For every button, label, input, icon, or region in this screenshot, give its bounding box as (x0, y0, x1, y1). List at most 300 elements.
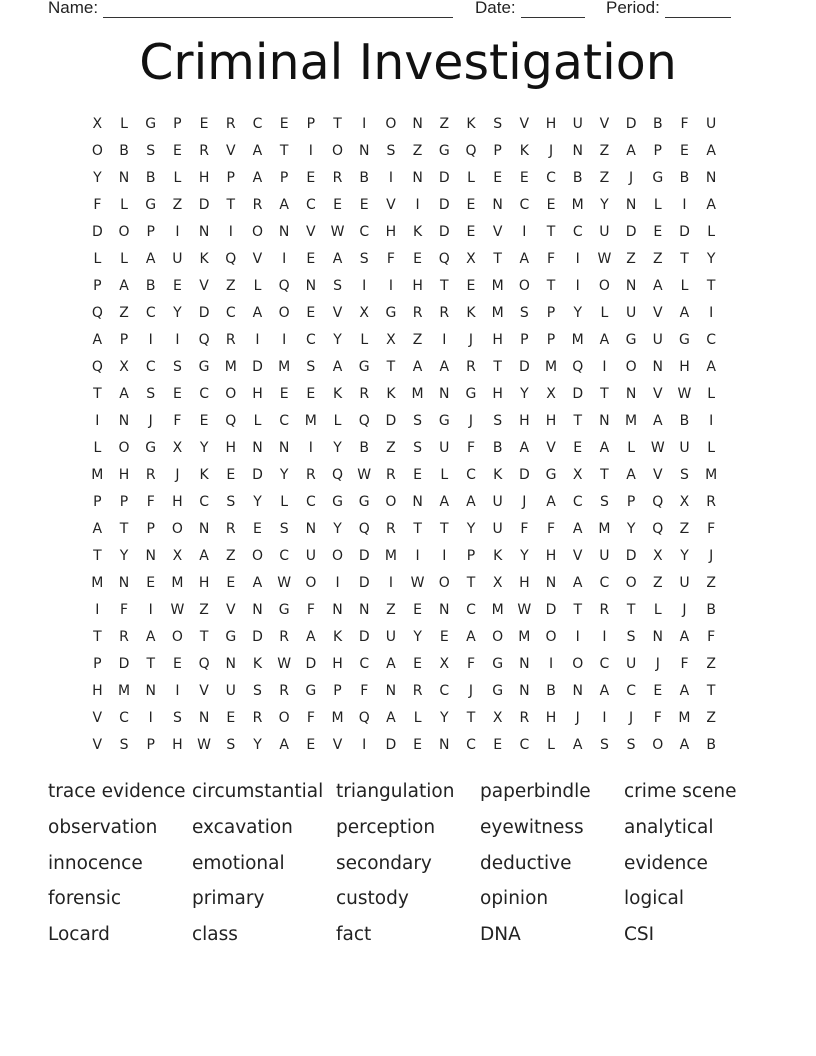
grid-letter[interactable]: I (575, 251, 580, 267)
grid-letter[interactable]: A (466, 629, 476, 645)
grid-letter[interactable]: E (519, 170, 529, 186)
grid-letter[interactable]: K (466, 116, 476, 132)
grid-letter[interactable]: X (492, 575, 503, 591)
grid-letter[interactable]: B (652, 116, 663, 132)
grid-letter[interactable]: Q (652, 521, 664, 537)
grid-letter[interactable]: C (519, 197, 530, 213)
grid-letter[interactable]: T (680, 251, 689, 267)
grid-letter[interactable]: I (575, 278, 580, 294)
grid-letter[interactable]: I (682, 197, 687, 213)
grid-letter[interactable]: G (358, 494, 370, 510)
grid-letter[interactable]: R (199, 143, 209, 159)
grid-letter[interactable]: R (279, 629, 290, 645)
grid-letter[interactable]: V (546, 440, 556, 456)
grid-letter[interactable]: B (145, 278, 156, 294)
grid-letter[interactable]: R (225, 521, 236, 537)
grid-letter[interactable]: M (705, 467, 718, 483)
grid-letter[interactable]: H (332, 656, 343, 672)
grid-letter[interactable]: L (653, 197, 662, 213)
grid-letter[interactable]: N (599, 413, 610, 429)
grid-letter[interactable]: D (625, 116, 637, 132)
grid-letter[interactable]: L (707, 224, 716, 240)
grid-letter[interactable]: F (173, 413, 182, 429)
grid-letter[interactable]: B (679, 413, 690, 429)
grid-letter[interactable]: L (627, 440, 635, 456)
grid-letter[interactable]: A (706, 197, 716, 213)
grid-letter[interactable]: Y (413, 629, 422, 645)
grid-letter[interactable]: Y (333, 521, 342, 537)
grid-letter[interactable]: G (438, 413, 450, 429)
grid-letter[interactable]: J (548, 143, 554, 159)
grid-letter[interactable]: N (198, 521, 210, 537)
grid-letter[interactable]: O (438, 575, 450, 591)
grid-letter[interactable]: P (93, 656, 102, 672)
grid-letter[interactable]: E (306, 305, 316, 321)
grid-letter[interactable]: A (279, 737, 289, 753)
grid-letter[interactable]: O (385, 494, 397, 510)
grid-letter[interactable]: B (145, 170, 156, 186)
grid-letter[interactable]: G (145, 440, 157, 456)
grid-letter[interactable]: Y (626, 521, 636, 537)
grid-letter[interactable]: V (652, 305, 663, 321)
grid-letter[interactable]: I (308, 143, 313, 159)
grid-letter[interactable]: Y (333, 332, 342, 348)
grid-letter[interactable]: C (305, 332, 316, 348)
grid-letter[interactable]: C (225, 305, 236, 321)
grid-letter[interactable]: S (146, 143, 156, 159)
grid-letter[interactable]: P (93, 494, 102, 510)
grid-letter[interactable]: A (679, 737, 690, 753)
grid-letter[interactable]: S (386, 143, 396, 159)
grid-letter[interactable]: E (413, 602, 423, 618)
grid-letter[interactable]: I (362, 278, 367, 294)
grid-letter[interactable]: G (305, 683, 317, 699)
grid-letter[interactable]: Z (172, 197, 183, 213)
grid-letter[interactable]: S (279, 521, 289, 537)
grid-letter[interactable]: L (413, 710, 422, 726)
grid-letter[interactable]: M (571, 197, 584, 213)
grid-letter[interactable]: C (626, 683, 636, 699)
grid-letter[interactable]: K (199, 251, 209, 267)
grid-letter[interactable]: T (573, 602, 582, 618)
grid-letter[interactable]: Q (225, 413, 237, 429)
grid-letter[interactable]: E (279, 116, 289, 132)
grid-letter[interactable]: E (359, 197, 369, 213)
grid-letter[interactable]: I (255, 332, 260, 348)
grid-letter[interactable]: B (546, 683, 556, 699)
grid-letter[interactable]: I (415, 548, 420, 564)
grid-letter[interactable]: Y (466, 521, 476, 537)
grid-letter[interactable]: M (491, 602, 504, 618)
grid-letter[interactable]: J (682, 602, 687, 618)
grid-letter[interactable]: D (252, 467, 263, 483)
grid-letter[interactable]: J (468, 332, 474, 348)
grid-letter[interactable]: S (119, 737, 129, 753)
grid-letter[interactable]: T (146, 656, 155, 672)
grid-letter[interactable]: M (571, 332, 584, 348)
grid-letter[interactable]: F (680, 656, 689, 672)
grid-letter[interactable]: E (493, 737, 503, 753)
grid-letter[interactable]: N (278, 440, 290, 456)
grid-letter[interactable]: I (228, 224, 233, 240)
grid-letter[interactable]: H (225, 440, 237, 456)
grid-letter[interactable]: X (92, 116, 103, 132)
grid-letter[interactable]: Z (706, 575, 716, 591)
grid-letter[interactable]: Q (198, 332, 210, 348)
grid-letter[interactable]: A (252, 143, 263, 159)
grid-letter[interactable]: P (306, 116, 316, 132)
grid-letter[interactable]: F (653, 710, 662, 726)
grid-letter[interactable]: G (385, 305, 397, 321)
grid-letter[interactable]: X (386, 332, 396, 348)
grid-letter[interactable]: N (358, 602, 370, 618)
grid-letter[interactable]: F (146, 494, 155, 510)
grid-letter[interactable]: T (93, 548, 102, 564)
grid-letter[interactable]: K (332, 629, 343, 645)
grid-letter[interactable]: E (172, 143, 182, 159)
grid-letter[interactable]: F (547, 251, 556, 267)
grid-letter[interactable]: D (438, 224, 450, 240)
grid-letter[interactable]: A (145, 629, 156, 645)
grid-letter[interactable]: E (493, 170, 503, 186)
grid-letter[interactable]: C (466, 602, 476, 618)
grid-letter[interactable]: L (333, 413, 342, 429)
grid-letter[interactable]: Y (520, 548, 529, 564)
grid-letter[interactable]: V (652, 467, 663, 483)
grid-letter[interactable]: G (358, 359, 370, 375)
grid-letter[interactable]: C (546, 170, 556, 186)
grid-letter[interactable]: I (388, 575, 393, 591)
grid-letter[interactable]: M (91, 575, 104, 591)
grid-letter[interactable]: Z (119, 305, 129, 321)
grid-letter[interactable]: E (333, 197, 342, 213)
grid-letter[interactable]: T (440, 521, 449, 537)
grid-letter[interactable]: T (600, 467, 609, 483)
grid-letter[interactable]: M (304, 413, 317, 429)
grid-letter[interactable]: A (466, 494, 476, 510)
grid-letter[interactable]: Q (91, 359, 103, 375)
grid-letter[interactable]: H (545, 413, 557, 429)
grid-letter[interactable]: H (519, 575, 530, 591)
grid-letter[interactable]: D (358, 575, 370, 591)
grid-letter[interactable]: Z (652, 251, 663, 267)
grid-letter[interactable]: C (439, 683, 450, 699)
grid-letter[interactable]: P (119, 332, 129, 348)
grid-letter[interactable]: E (279, 386, 289, 402)
grid-letter[interactable]: A (679, 629, 690, 645)
grid-letter[interactable]: T (199, 629, 209, 645)
grid-letter[interactable]: C (199, 386, 209, 402)
grid-letter[interactable]: V (225, 602, 236, 618)
grid-letter[interactable]: C (466, 467, 476, 483)
grid-letter[interactable]: E (439, 629, 449, 645)
grid-letter[interactable]: O (492, 629, 504, 645)
grid-letter[interactable]: A (279, 197, 289, 213)
grid-letter[interactable]: K (493, 548, 503, 564)
grid-letter[interactable]: X (492, 710, 503, 726)
grid-letter[interactable]: S (413, 413, 423, 429)
grid-letter[interactable]: U (439, 440, 450, 456)
grid-letter[interactable]: Q (225, 251, 237, 267)
grid-letter[interactable]: Z (706, 656, 716, 672)
grid-letter[interactable]: E (573, 440, 583, 456)
grid-letter[interactable]: N (145, 548, 156, 564)
grid-letter[interactable]: I (442, 332, 447, 348)
grid-letter[interactable]: C (145, 305, 156, 321)
grid-letter[interactable]: A (119, 386, 129, 402)
grid-letter[interactable]: I (175, 332, 180, 348)
grid-letter[interactable]: H (519, 413, 530, 429)
grid-letter[interactable]: I (709, 413, 714, 429)
grid-letter[interactable]: E (413, 467, 423, 483)
grid-letter[interactable]: N (305, 278, 317, 294)
grid-letter[interactable]: A (679, 683, 690, 699)
grid-letter[interactable]: W (330, 224, 345, 240)
grid-letter[interactable]: V (386, 197, 396, 213)
grid-letter[interactable]: S (519, 305, 529, 321)
grid-letter[interactable]: C (279, 548, 290, 564)
grid-letter[interactable]: K (493, 467, 503, 483)
grid-letter[interactable]: R (332, 170, 343, 186)
grid-letter[interactable]: J (148, 413, 153, 429)
grid-letter[interactable]: E (413, 656, 423, 672)
grid-letter[interactable]: A (652, 278, 663, 294)
grid-letter[interactable]: O (118, 224, 130, 240)
grid-letter[interactable]: Z (412, 332, 423, 348)
grid-letter[interactable]: N (225, 656, 237, 672)
grid-letter[interactable]: V (252, 251, 263, 267)
grid-letter[interactable]: H (118, 467, 130, 483)
grid-letter[interactable]: U (385, 629, 397, 645)
grid-letter[interactable]: X (359, 305, 370, 321)
grid-letter[interactable]: V (92, 710, 103, 726)
grid-letter[interactable]: N (652, 359, 664, 375)
grid-letter[interactable]: Q (278, 278, 290, 294)
grid-letter[interactable]: L (280, 494, 289, 510)
grid-letter[interactable]: A (572, 521, 583, 537)
grid-letter[interactable]: H (679, 359, 690, 375)
grid-letter[interactable]: R (359, 386, 370, 402)
grid-letter[interactable]: E (466, 224, 476, 240)
grid-letter[interactable]: Y (173, 305, 182, 321)
grid-letter[interactable]: I (282, 332, 287, 348)
grid-letter[interactable]: N (358, 143, 370, 159)
grid-letter[interactable]: S (599, 494, 609, 510)
grid-letter[interactable]: Y (119, 548, 129, 564)
name-blank-line[interactable] (103, 2, 453, 18)
grid-letter[interactable]: Y (253, 494, 262, 510)
grid-letter[interactable]: Z (439, 116, 450, 132)
grid-letter[interactable]: H (492, 386, 503, 402)
grid-letter[interactable]: V (572, 548, 583, 564)
grid-letter[interactable]: U (599, 548, 610, 564)
grid-letter[interactable]: W (197, 737, 212, 753)
grid-letter[interactable]: X (652, 548, 663, 564)
grid-letter[interactable]: P (119, 494, 129, 510)
grid-letter[interactable]: K (413, 224, 423, 240)
grid-letter[interactable]: H (198, 575, 210, 591)
grid-letter[interactable]: P (493, 143, 502, 159)
grid-letter[interactable]: C (119, 710, 129, 726)
grid-letter[interactable]: X (466, 251, 476, 267)
grid-letter[interactable]: G (652, 170, 664, 186)
grid-letter[interactable]: E (172, 278, 182, 294)
grid-letter[interactable]: Y (199, 440, 209, 456)
grid-letter[interactable]: A (145, 251, 156, 267)
grid-letter[interactable]: Q (332, 467, 344, 483)
grid-letter[interactable]: A (706, 359, 716, 375)
grid-letter[interactable]: V (652, 386, 663, 402)
grid-letter[interactable]: E (226, 467, 236, 483)
grid-letter[interactable]: W (277, 656, 292, 672)
grid-letter[interactable]: G (332, 494, 343, 510)
grid-letter[interactable]: B (679, 170, 690, 186)
grid-letter[interactable]: A (199, 548, 209, 564)
grid-letter[interactable]: F (360, 683, 369, 699)
grid-letter[interactable]: T (440, 278, 449, 294)
period-blank-line[interactable] (665, 2, 731, 18)
grid-letter[interactable]: N (439, 602, 450, 618)
grid-letter[interactable]: A (386, 656, 396, 672)
grid-letter[interactable]: V (199, 683, 209, 699)
grid-letter[interactable]: M (491, 278, 504, 294)
grid-letter[interactable]: A (332, 359, 343, 375)
grid-letter[interactable]: G (145, 197, 157, 213)
grid-letter[interactable]: A (519, 251, 530, 267)
grid-letter[interactable]: Z (386, 440, 396, 456)
grid-letter[interactable]: F (466, 440, 475, 456)
grid-letter[interactable]: D (385, 737, 397, 753)
grid-letter[interactable]: E (199, 116, 209, 132)
grid-letter[interactable]: G (145, 116, 157, 132)
grid-letter[interactable]: R (252, 710, 263, 726)
grid-letter[interactable]: L (467, 170, 475, 186)
grid-letter[interactable]: N (572, 143, 583, 159)
grid-letter[interactable]: X (679, 494, 690, 510)
grid-letter[interactable]: I (415, 197, 420, 213)
grid-letter[interactable]: T (93, 386, 102, 402)
grid-letter[interactable]: N (545, 575, 557, 591)
grid-letter[interactable]: W (410, 575, 425, 591)
grid-letter[interactable]: U (492, 494, 503, 510)
grid-letter[interactable]: A (386, 710, 396, 726)
grid-letter[interactable]: Z (386, 602, 396, 618)
grid-letter[interactable]: A (572, 575, 583, 591)
date-field[interactable] (475, 0, 585, 18)
grid-letter[interactable]: P (146, 224, 155, 240)
grid-letter[interactable]: X (119, 359, 129, 375)
grid-letter[interactable]: B (119, 143, 129, 159)
grid-letter[interactable]: A (599, 440, 610, 456)
grid-letter[interactable]: I (548, 656, 554, 672)
grid-letter[interactable]: Y (279, 467, 289, 483)
grid-letter[interactable]: X (572, 467, 583, 483)
grid-letter[interactable]: V (519, 116, 530, 132)
grid-letter[interactable]: X (172, 440, 183, 456)
grid-letter[interactable]: E (466, 278, 476, 294)
grid-letter[interactable]: T (493, 251, 502, 267)
grid-letter[interactable]: O (598, 278, 610, 294)
grid-letter[interactable]: N (705, 170, 717, 186)
grid-letter[interactable]: W (597, 251, 612, 267)
grid-letter[interactable]: C (359, 656, 370, 672)
grid-letter[interactable]: A (599, 332, 610, 348)
grid-letter[interactable]: W (517, 602, 532, 618)
grid-letter[interactable]: L (173, 170, 182, 186)
grid-letter[interactable]: V (306, 224, 316, 240)
grid-letter[interactable]: G (465, 386, 477, 402)
grid-letter[interactable]: X (172, 548, 183, 564)
grid-letter[interactable]: Y (520, 386, 529, 402)
grid-letter[interactable]: A (92, 521, 103, 537)
grid-letter[interactable]: B (572, 170, 583, 186)
grid-letter[interactable]: Z (626, 251, 636, 267)
grid-letter[interactable]: M (625, 413, 638, 429)
grid-letter[interactable]: I (148, 332, 153, 348)
grid-letter[interactable]: D (252, 359, 263, 375)
grid-letter[interactable]: Z (706, 710, 716, 726)
grid-letter[interactable]: N (412, 170, 423, 186)
grid-letter[interactable]: H (252, 386, 263, 402)
grid-letter[interactable]: V (225, 143, 236, 159)
grid-letter[interactable]: M (224, 359, 237, 375)
date-blank-line[interactable] (521, 2, 585, 18)
grid-letter[interactable]: O (171, 629, 183, 645)
grid-letter[interactable]: A (306, 629, 316, 645)
grid-letter[interactable]: A (332, 251, 343, 267)
grid-letter[interactable]: L (707, 386, 716, 402)
grid-letter[interactable]: S (626, 737, 636, 753)
grid-letter[interactable]: S (599, 737, 609, 753)
grid-letter[interactable]: L (253, 413, 262, 429)
grid-letter[interactable]: G (492, 656, 504, 672)
grid-letter[interactable]: N (519, 656, 530, 672)
grid-letter[interactable]: T (706, 683, 716, 699)
grid-letter[interactable]: C (359, 224, 370, 240)
grid-letter[interactable]: R (305, 467, 316, 483)
grid-letter[interactable]: A (706, 143, 716, 159)
grid-letter[interactable]: R (119, 629, 129, 645)
grid-letter[interactable]: E (653, 683, 663, 699)
grid-letter[interactable]: N (252, 602, 263, 618)
grid-letter[interactable]: M (598, 521, 611, 537)
grid-letter[interactable]: V (332, 737, 343, 753)
grid-letter[interactable]: Q (198, 656, 210, 672)
grid-letter[interactable]: Z (679, 521, 690, 537)
grid-letter[interactable]: Q (91, 305, 103, 321)
grid-letter[interactable]: A (412, 359, 423, 375)
grid-letter[interactable]: G (492, 683, 504, 699)
grid-letter[interactable]: E (172, 386, 182, 402)
grid-letter[interactable]: I (602, 629, 607, 645)
grid-letter[interactable]: L (440, 467, 449, 483)
grid-letter[interactable]: S (413, 440, 423, 456)
grid-letter[interactable]: L (120, 197, 128, 213)
grid-letter[interactable]: T (626, 602, 636, 618)
grid-letter[interactable]: M (491, 305, 504, 321)
grid-letter[interactable]: P (546, 305, 556, 321)
grid-letter[interactable]: C (572, 494, 583, 510)
grid-letter[interactable]: F (93, 197, 102, 213)
grid-letter[interactable]: M (678, 710, 691, 726)
grid-letter[interactable]: Z (599, 170, 610, 186)
grid-letter[interactable]: M (171, 575, 184, 591)
grid-letter[interactable]: F (547, 521, 556, 537)
grid-letter[interactable]: D (198, 305, 210, 321)
grid-letter[interactable]: G (625, 332, 637, 348)
grid-letter[interactable]: I (388, 170, 393, 186)
grid-letter[interactable]: M (518, 629, 531, 645)
